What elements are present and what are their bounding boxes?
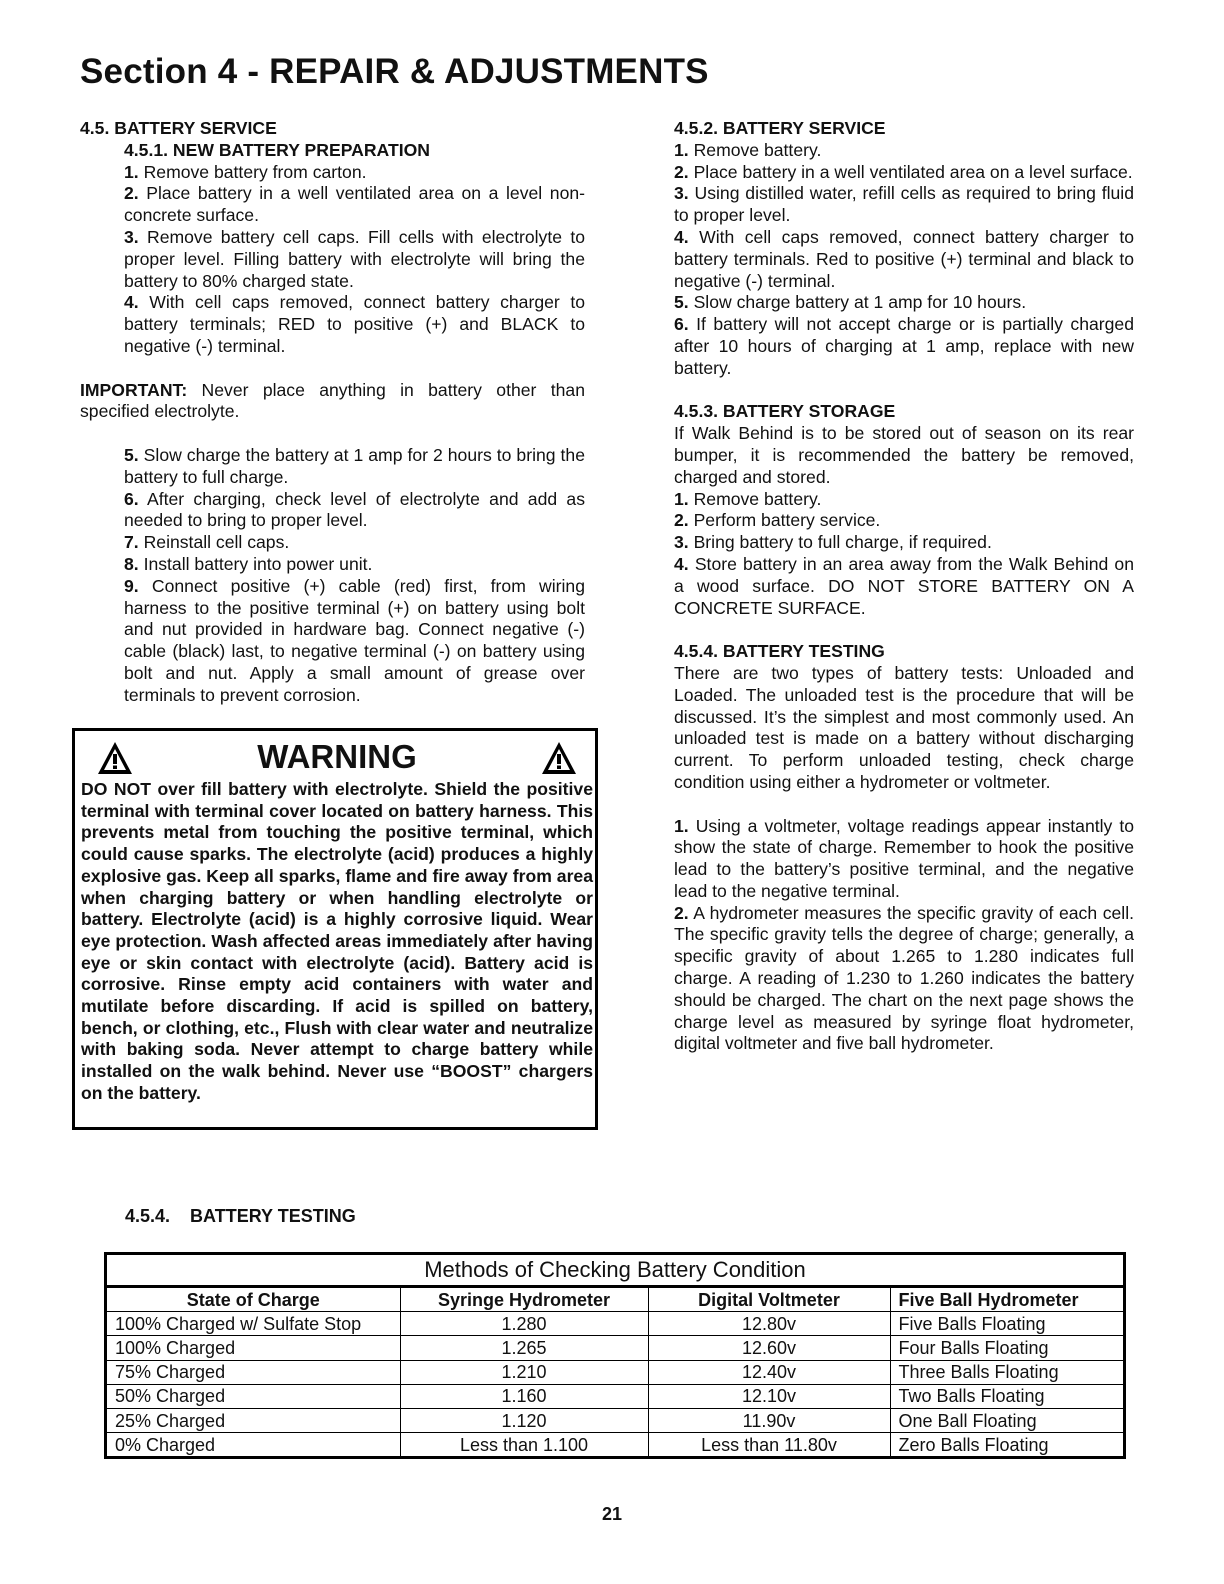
table-cell: 1.265 xyxy=(400,1336,648,1360)
table-row xyxy=(107,1408,1123,1432)
table-title: Methods of Checking Battery Condition xyxy=(107,1255,1123,1287)
table-cell: 50% Charged xyxy=(107,1384,400,1408)
step-item: 4. Store battery in an area away from the Walk Behind on a wood surface. DO NOT STORE BATTERY ON A CONCRETE SURFACE. xyxy=(674,553,1134,618)
step-item: 1. Using a voltmeter, voltage readings appear instantly to show the state of charge. Remember to hook the positive lead to the battery’s positive terminal, and the negative lead to the negative terminal. xyxy=(674,815,1134,901)
table-cell: 12.40v xyxy=(648,1360,890,1384)
right-column xyxy=(674,118,1134,1055)
table-row xyxy=(107,1433,1123,1457)
step-item: 1. Remove battery from carton. xyxy=(124,161,367,182)
step-item: 4. With cell caps removed, connect battery charger to battery terminals. Red to positive (+) terminal and black to negative (-) terminal. xyxy=(674,226,1134,291)
subsection-heading-battery-storage: 4.5.3. BATTERY STORAGE xyxy=(674,401,896,422)
subsection-heading-battery-testing: 4.5.4. BATTERY TESTING xyxy=(674,641,885,662)
section-heading-battery-service: 4.5. BATTERY SERVICE xyxy=(80,118,277,138)
table-cell: Four Balls Floating xyxy=(890,1336,1123,1360)
battery-condition-table xyxy=(104,1252,1126,1459)
step-item: 5. Slow charge battery at 1 amp for 10 hours. xyxy=(674,292,1027,313)
table-cell: 0% Charged xyxy=(107,1433,400,1457)
step-item: 3. Remove battery cell caps. Fill cells with electrolyte to proper level. Filling battery with electrolyte will bring the battery to 80% charged state. xyxy=(124,226,585,291)
column-header: State of Charge xyxy=(107,1288,400,1312)
step-item: 8. Install battery into power unit. xyxy=(124,553,373,574)
column-header: Five Ball Hydrometer xyxy=(890,1288,1123,1312)
table-cell: 12.80v xyxy=(648,1312,890,1336)
warning-header xyxy=(81,735,593,779)
step-item: 6. After charging, check level of electrolyte and add as needed to bring to proper level. xyxy=(124,488,585,531)
page-title: Section 4 - REPAIR & ADJUSTMENTS xyxy=(80,52,709,91)
warning-title: WARNING xyxy=(257,738,417,775)
table-section-heading: 4.5.4. BATTERY TESTING xyxy=(125,1206,356,1226)
step-item: 1. Remove battery. xyxy=(674,139,822,160)
table-cell: Two Balls Floating xyxy=(890,1384,1123,1408)
page-number: 21 xyxy=(601,1504,623,1524)
table-cell: 100% Charged xyxy=(107,1336,400,1360)
table-cell: Less than 1.100 xyxy=(400,1433,648,1457)
table-cell: Zero Balls Floating xyxy=(890,1433,1123,1457)
column-header: Digital Voltmeter xyxy=(648,1288,890,1312)
step-item: 5. Slow charge the battery at 1 amp for 2 hours to bring the battery to full charge. xyxy=(124,444,585,487)
testing-intro: There are two types of battery tests: Unloaded and Loaded. The unloaded test is the procedure that will be discussed. It’s the simplest and most commonly used. An unloaded test is made on a battery without discharging current. To perform unloaded testing, check charge condition using either a hydrometer or voltmeter. xyxy=(674,662,1134,792)
step-item: 9. Connect positive (+) cable (red) first, from wiring harness to the positive terminal (+) on battery using bolt and nut provided in hardware bag. Connect negative (-) cable (black) last, to negative terminal (-) on battery using bolt and nut. Apply a small amount of grease over terminals to prevent corrosion. xyxy=(124,575,585,705)
data-table xyxy=(107,1287,1123,1456)
subsection-heading-battery-service: 4.5.2. BATTERY SERVICE xyxy=(674,118,886,138)
table-cell: 12.10v xyxy=(648,1384,890,1408)
table-cell: 1.160 xyxy=(400,1384,648,1408)
new-battery-steps-continued xyxy=(80,445,585,707)
left-column xyxy=(80,118,585,707)
important-note: IMPORTANT: Never place anything in battery other than specified electrolyte. xyxy=(80,379,585,422)
subsection-heading-new-battery: 4.5.1. NEW BATTERY PREPARATION xyxy=(124,139,430,160)
step-item: 7. Reinstall cell caps. xyxy=(124,532,290,553)
table-cell: 75% Charged xyxy=(107,1360,400,1384)
storage-intro: If Walk Behind is to be stored out of season on its rear bumper, it is recommended the battery be removed, charged and stored. xyxy=(674,423,1134,487)
table-header-row xyxy=(107,1288,1123,1312)
step-item: 3. Bring battery to full charge, if required. xyxy=(674,532,992,553)
table-cell: 1.120 xyxy=(400,1408,648,1432)
step-item: 4. With cell caps removed, connect battery charger to battery terminals; RED to positive (+) and BLACK to negative (-) terminal. xyxy=(124,292,585,356)
warning-triangle-icon xyxy=(97,741,133,775)
warning-triangle-icon xyxy=(541,741,577,775)
table-cell: 11.90v xyxy=(648,1408,890,1432)
step-item: 3. Using distilled water, refill cells as required to bring fluid to proper level. xyxy=(674,183,1134,226)
warning-body: DO NOT over fill battery with electrolyte. Shield the positive terminal with terminal cover located on battery harness. This prevents metal from touching the positive terminal, which could cause sparks. The electrolyte (acid) produces a highly explosive gas. Keep all sparks, flame and fire away from area when charging battery or when handling electrolyte or battery. Electrolyte (acid) is a highly corrosive liquid. Wear eye protection. Wash affected areas immediately after having eye or skin contact with electrolyte (acid). Battery acid is corrosive. Rinse empty acid containers with water and mutilate before discarding. If acid is spilled on battery, bench, or clothing, etc., Flush with clear water and neutralize with baking soda. Never attempt to charge battery while installed on the walk behind. Never use “BOOST” chargers on the battery. xyxy=(81,779,593,1103)
step-item: 2. A hydrometer measures the specific gravity of each cell. The specific gravity tells the degree of charge; generally, a specific gravity of about 1.265 to 1.280 indicates full charge. A reading of 1.230 to 1.260 indicates the battery should be charged. The chart on the next page shows the charge level as measured by syringe float hydrometer, digital voltmeter and five ball hydrometer. xyxy=(674,902,1134,1054)
table-row xyxy=(107,1336,1123,1360)
step-item: 2. Place battery in a well ventilated area on a level surface. xyxy=(674,161,1133,182)
table-cell: Three Balls Floating xyxy=(890,1360,1123,1384)
table-cell: Five Balls Floating xyxy=(890,1312,1123,1336)
step-item: 6. If battery will not accept charge or is partially charged after 10 hours of charging at 1 amp, replace with new battery. xyxy=(674,314,1134,378)
table-cell: 100% Charged w/ Sulfate Stop xyxy=(107,1312,400,1336)
table-cell: One Ball Floating xyxy=(890,1408,1123,1432)
table-row xyxy=(107,1384,1123,1408)
column-header: Syringe Hydrometer xyxy=(400,1288,648,1312)
step-item: 1. Remove battery. xyxy=(674,488,822,509)
table-cell: Less than 11.80v xyxy=(648,1433,890,1457)
table-cell: 1.210 xyxy=(400,1360,648,1384)
table-cell: 1.280 xyxy=(400,1312,648,1336)
table-cell: 12.60v xyxy=(648,1336,890,1360)
table-row xyxy=(107,1360,1123,1384)
new-battery-preparation xyxy=(80,140,585,358)
warning-box xyxy=(72,728,598,1130)
table-row xyxy=(107,1312,1123,1336)
table-cell: 25% Charged xyxy=(107,1408,400,1432)
step-item: 2. Perform battery service. xyxy=(674,510,881,531)
step-item: 2. Place battery in a well ventilated area on a level non-concrete surface. xyxy=(124,183,585,226)
